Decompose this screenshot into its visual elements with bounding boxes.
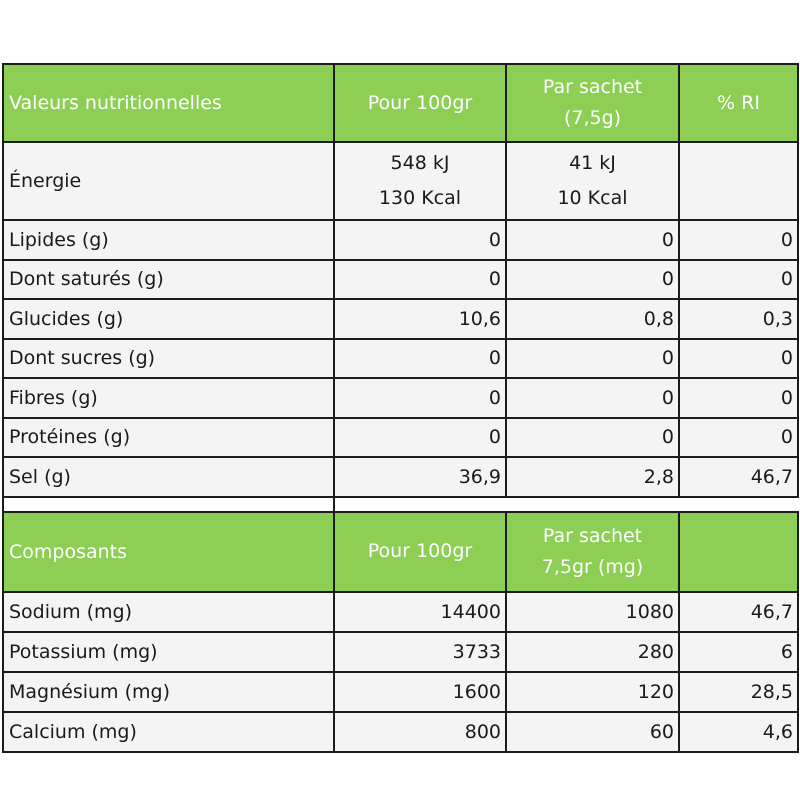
header-sachet-line1: Par sachet bbox=[542, 524, 643, 547]
row-ri: 0 bbox=[679, 220, 798, 260]
table-row bbox=[3, 260, 798, 300]
header-label: Valeurs nutritionnelles bbox=[3, 64, 334, 142]
table-row bbox=[3, 339, 798, 379]
row-label: Dont sucres (g) bbox=[3, 339, 334, 379]
row-ri: 28,5 bbox=[679, 672, 798, 712]
table-header-row bbox=[3, 64, 798, 142]
row-ri: 0,3 bbox=[679, 299, 798, 339]
table-row bbox=[3, 712, 798, 752]
header-sachet-line2: 7,5gr (mg) bbox=[541, 555, 644, 578]
header-label: Composants bbox=[3, 512, 334, 592]
row-label: Magnésium (mg) bbox=[3, 672, 334, 712]
row-sachet: 0 bbox=[506, 418, 679, 458]
table-row bbox=[3, 220, 798, 260]
row-ri: 46,7 bbox=[679, 457, 798, 497]
row-sachet: 0,8 bbox=[506, 299, 679, 339]
row-ri: 46,7 bbox=[679, 592, 798, 632]
row-sachet: 0 bbox=[506, 220, 679, 260]
row-label: Glucides (g) bbox=[3, 299, 334, 339]
table-row bbox=[3, 457, 798, 497]
energy-per100-kcal: 130 Kcal bbox=[378, 187, 462, 209]
row-per100: 3733 bbox=[334, 632, 506, 672]
header-per100: Pour 100gr bbox=[334, 512, 506, 592]
table-row bbox=[3, 592, 798, 632]
table-header-row bbox=[3, 512, 798, 592]
table-row bbox=[3, 418, 798, 458]
header-sachet-line1: Par sachet bbox=[542, 76, 643, 98]
energy-label: Énergie bbox=[3, 142, 334, 220]
row-sachet: 0 bbox=[506, 339, 679, 379]
row-sachet: 1080 bbox=[506, 592, 679, 632]
row-label: Lipides (g) bbox=[3, 220, 334, 260]
nutrition-panel bbox=[2, 63, 797, 753]
row-ri: 0 bbox=[679, 339, 798, 379]
row-label: Fibres (g) bbox=[3, 378, 334, 418]
row-sachet: 0 bbox=[506, 378, 679, 418]
row-per100: 0 bbox=[334, 418, 506, 458]
row-sachet: 0 bbox=[506, 260, 679, 300]
row-label: Sodium (mg) bbox=[3, 592, 334, 632]
row-per100: 800 bbox=[334, 712, 506, 752]
energy-sachet-kcal: 10 Kcal bbox=[557, 187, 628, 209]
row-label: Sel (g) bbox=[3, 457, 334, 497]
row-per100: 10,6 bbox=[334, 299, 506, 339]
components-table bbox=[2, 511, 799, 753]
table-row bbox=[3, 632, 798, 672]
row-per100: 36,9 bbox=[334, 457, 506, 497]
table-spacer bbox=[3, 497, 798, 511]
spacer-cell bbox=[506, 497, 679, 511]
header-per100: Pour 100gr bbox=[334, 64, 506, 142]
row-sachet: 2,8 bbox=[506, 457, 679, 497]
spacer-cell bbox=[679, 497, 798, 511]
energy-per100 bbox=[334, 142, 506, 220]
row-ri: 0 bbox=[679, 260, 798, 300]
row-sachet: 120 bbox=[506, 672, 679, 712]
row-ri: 4,6 bbox=[679, 712, 798, 752]
row-ri: 0 bbox=[679, 418, 798, 458]
table-row bbox=[3, 299, 798, 339]
row-ri: 6 bbox=[679, 632, 798, 672]
table-row-energy bbox=[3, 142, 798, 220]
row-sachet: 280 bbox=[506, 632, 679, 672]
table-row bbox=[3, 672, 798, 712]
row-per100: 14400 bbox=[334, 592, 506, 632]
spacer-cell bbox=[334, 497, 506, 511]
energy-sachet bbox=[506, 142, 679, 220]
energy-ri bbox=[679, 142, 798, 220]
header-ri bbox=[679, 512, 798, 592]
row-label: Potassium (mg) bbox=[3, 632, 334, 672]
header-sachet bbox=[506, 512, 679, 592]
table-row bbox=[3, 378, 798, 418]
energy-per100-kj: 548 kJ bbox=[390, 152, 450, 174]
row-label: Calcium (mg) bbox=[3, 712, 334, 752]
nutrition-table bbox=[2, 63, 799, 511]
row-label: Protéines (g) bbox=[3, 418, 334, 458]
row-per100: 0 bbox=[334, 220, 506, 260]
header-ri: % RI bbox=[679, 64, 798, 142]
header-sachet-line2: (7,5g) bbox=[563, 107, 622, 129]
row-per100: 0 bbox=[334, 339, 506, 379]
row-ri: 0 bbox=[679, 378, 798, 418]
row-label: Dont saturés (g) bbox=[3, 260, 334, 300]
row-per100: 1600 bbox=[334, 672, 506, 712]
spacer-cell bbox=[3, 497, 334, 511]
row-per100: 0 bbox=[334, 378, 506, 418]
row-per100: 0 bbox=[334, 260, 506, 300]
energy-sachet-kj: 41 kJ bbox=[569, 152, 616, 174]
row-sachet: 60 bbox=[506, 712, 679, 752]
header-sachet bbox=[506, 64, 679, 142]
